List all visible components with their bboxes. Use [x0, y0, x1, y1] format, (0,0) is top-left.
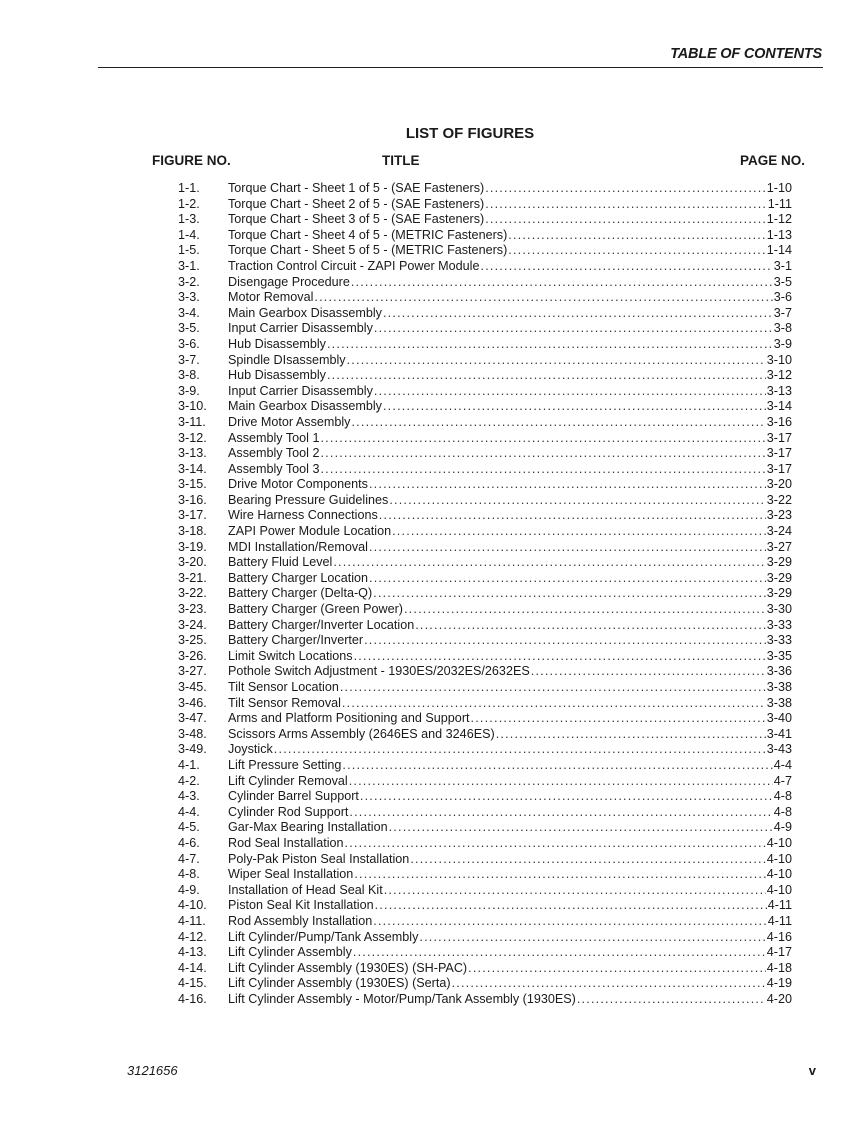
dot-leader	[347, 353, 766, 369]
figure-title: Lift Cylinder Assembly	[228, 945, 352, 960]
figure-number: 3-46.	[178, 695, 207, 710]
figure-entry[interactable]	[178, 462, 792, 478]
dot-leader	[384, 883, 766, 899]
figure-entry[interactable]	[178, 290, 792, 306]
figure-number: 3-27.	[178, 664, 207, 679]
figure-page: 3-29	[766, 555, 792, 570]
list-title: LIST OF FIGURES	[405, 125, 535, 142]
dot-leader	[351, 415, 765, 431]
figure-title: Pothole Switch Adjustment - 1930ES/2032ES/2632ES	[228, 664, 530, 679]
dot-leader	[383, 399, 766, 415]
figure-number: 3-13.	[178, 446, 207, 461]
figure-entry[interactable]	[178, 321, 792, 337]
dot-leader	[340, 680, 766, 696]
figure-entry[interactable]	[178, 805, 792, 821]
figure-entry[interactable]	[178, 540, 792, 556]
dot-leader	[415, 618, 766, 634]
figure-entry[interactable]	[178, 836, 792, 852]
figure-entry[interactable]	[178, 758, 792, 774]
figure-title: Assembly Tool 2	[228, 446, 320, 461]
figure-number: 4-8.	[178, 867, 200, 882]
figure-page: 3-36	[766, 664, 792, 679]
figure-number: 3-6.	[178, 336, 200, 351]
figure-number: 3-21.	[178, 570, 207, 585]
figure-page: 3-40	[766, 711, 792, 726]
dot-leader	[389, 493, 765, 509]
figure-entry[interactable]	[178, 618, 792, 634]
dot-leader	[481, 259, 773, 275]
figure-entry[interactable]	[178, 852, 792, 868]
figure-title: Disengage Procedure	[228, 274, 350, 289]
dot-leader	[345, 836, 766, 852]
figure-list	[178, 181, 792, 1007]
figure-entry[interactable]	[178, 680, 792, 696]
figure-number: 3-10.	[178, 399, 207, 414]
figure-page: 3-23	[766, 508, 792, 523]
figure-title: Torque Chart - Sheet 2 of 5 - (SAE Fasteners)	[228, 196, 485, 211]
figure-number: 3-14.	[178, 461, 207, 476]
figure-title: Lift Pressure Setting	[228, 757, 342, 772]
dot-leader	[373, 914, 767, 930]
figure-number: 4-6.	[178, 835, 200, 850]
figure-entry[interactable]	[178, 742, 792, 758]
figure-entry[interactable]	[178, 992, 792, 1008]
figure-entry[interactable]	[178, 477, 792, 493]
dot-leader	[485, 181, 766, 197]
dot-leader	[471, 711, 766, 727]
figure-page: 4-11	[767, 898, 792, 913]
dot-leader	[369, 571, 766, 587]
figure-entry[interactable]	[178, 976, 792, 992]
dot-leader	[404, 602, 766, 618]
dot-leader	[320, 446, 765, 462]
figure-page: 4-19	[766, 976, 792, 991]
dot-leader	[531, 664, 766, 680]
page-number: v	[808, 1063, 816, 1078]
figure-title: Rod Seal Installation	[228, 835, 344, 850]
figure-page: 3-22	[766, 492, 792, 507]
figure-page: 3-29	[766, 586, 792, 601]
figure-number: 4-5.	[178, 820, 200, 835]
dot-leader	[354, 867, 765, 883]
figure-page: 3-27	[766, 539, 792, 554]
figure-page: 3-8	[773, 321, 792, 336]
figure-title: Battery Charger (Delta-Q)	[228, 586, 373, 601]
figure-number: 4-15.	[178, 976, 207, 991]
figure-number: 4-14.	[178, 960, 207, 975]
figure-number: 1-1.	[178, 181, 200, 195]
dot-leader	[353, 945, 766, 961]
dot-leader	[419, 930, 765, 946]
figure-page: 3-29	[766, 570, 792, 585]
dot-leader	[468, 961, 766, 977]
figure-title: Battery Charger/Inverter	[228, 633, 364, 648]
figure-number: 3-24.	[178, 617, 207, 632]
figure-number: 3-7.	[178, 352, 200, 367]
figure-entry[interactable]	[178, 353, 792, 369]
figure-entry[interactable]	[178, 867, 792, 883]
figure-page: 4-10	[766, 882, 792, 897]
figure-page: 3-12	[766, 368, 792, 383]
figure-entry[interactable]	[178, 508, 792, 524]
document-number: 3121656	[127, 1063, 178, 1078]
figure-page: 3-20	[766, 477, 792, 492]
figure-entry[interactable]	[178, 602, 792, 618]
dot-leader	[320, 462, 765, 478]
figure-page: 3-17	[766, 446, 792, 461]
dot-leader	[379, 508, 766, 524]
figure-entry[interactable]	[178, 711, 792, 727]
figure-number: 4-4.	[178, 804, 200, 819]
dot-leader	[342, 758, 772, 774]
figure-number: 3-20.	[178, 555, 207, 570]
figure-entry[interactable]	[178, 431, 792, 447]
header-divider	[98, 67, 823, 68]
figure-entry[interactable]	[178, 883, 792, 899]
figure-number: 1-2.	[178, 196, 200, 211]
figure-number: 4-11.	[178, 913, 206, 928]
dot-leader	[369, 477, 766, 493]
figure-title: Traction Control Circuit - ZAPI Power Module	[228, 258, 480, 273]
figure-page: 1-11	[767, 196, 792, 211]
figure-title: Lift Cylinder Assembly (1930ES) (Serta)	[228, 976, 451, 991]
figure-title: Torque Chart - Sheet 3 of 5 - (SAE Fasteners)	[228, 212, 485, 227]
figure-number: 3-8.	[178, 368, 200, 383]
column-header-page-no: PAGE NO.	[739, 153, 805, 168]
figure-page: 3-38	[766, 695, 792, 710]
figure-entry[interactable]	[178, 399, 792, 415]
figure-page: 1-10	[766, 181, 792, 195]
figure-entry[interactable]	[178, 930, 792, 946]
figure-page: 1-12	[766, 212, 792, 227]
figure-title: Lift Cylinder Assembly (1930ES) (SH-PAC)	[228, 960, 468, 975]
figure-page: 3-35	[766, 648, 792, 663]
dot-leader	[327, 368, 766, 384]
dot-leader	[375, 898, 767, 914]
dot-leader	[496, 727, 766, 743]
figure-title: Tilt Sensor Location	[228, 680, 339, 694]
figure-page: 3-14	[766, 399, 792, 414]
figure-page: 3-16	[766, 414, 792, 429]
dot-leader	[392, 524, 766, 540]
figure-page: 1-14	[766, 243, 792, 258]
figure-title: Poly-Pak Piston Seal Installation	[228, 851, 410, 866]
figure-entry[interactable]	[178, 259, 792, 275]
figure-number: 3-48.	[178, 726, 207, 741]
figure-number: 3-2.	[178, 274, 200, 289]
figure-page: 3-5	[773, 274, 792, 289]
dot-leader	[410, 852, 765, 868]
figure-number: 3-17.	[178, 508, 207, 523]
figure-number: 3-26.	[178, 648, 207, 663]
figure-page: 3-10	[766, 352, 792, 367]
figure-entry[interactable]	[178, 696, 792, 712]
figure-entry[interactable]	[178, 384, 792, 400]
dot-leader	[364, 633, 766, 649]
figure-title: Bearing Pressure Guidelines	[228, 492, 389, 507]
figure-number: 4-9.	[178, 882, 200, 897]
figure-number: 3-22.	[178, 586, 207, 601]
figure-entry[interactable]	[178, 633, 792, 649]
figure-page: 3-38	[766, 680, 792, 694]
figure-title: Lift Cylinder Removal	[228, 773, 348, 788]
figure-number: 3-25.	[178, 633, 207, 648]
figure-page: 4-10	[766, 867, 792, 882]
figure-page: 3-33	[766, 633, 792, 648]
figure-number: 1-5.	[178, 243, 200, 258]
figure-title: Battery Charger Location	[228, 570, 369, 585]
figure-page: 4-4	[773, 757, 792, 772]
figure-page: 4-20	[766, 991, 792, 1006]
figure-entry[interactable]	[178, 649, 792, 665]
figure-number: 4-16.	[178, 991, 207, 1006]
figure-title: Scissors Arms Assembly (2646ES and 3246ES)	[228, 726, 495, 741]
figure-title: Input Carrier Disassembly	[228, 321, 373, 336]
figure-number: 3-23.	[178, 602, 207, 617]
figure-entry[interactable]	[178, 212, 792, 228]
figure-number: 4-13.	[178, 945, 207, 960]
figure-entry[interactable]	[178, 275, 792, 291]
figure-entry[interactable]	[178, 524, 792, 540]
dot-leader	[389, 820, 773, 836]
figure-title: Spindle DIsassembly	[228, 352, 346, 367]
figure-title: Wire Harness Connections	[228, 508, 378, 523]
figure-entry[interactable]	[178, 571, 792, 587]
figure-entry[interactable]	[178, 555, 792, 571]
figure-page: 3-17	[766, 461, 792, 476]
dot-leader	[327, 337, 773, 353]
figure-entry[interactable]	[178, 961, 792, 977]
figure-number: 3-1.	[178, 258, 200, 273]
figure-entry[interactable]	[178, 820, 792, 836]
figure-entry[interactable]	[178, 228, 792, 244]
figure-title: Hub Disassembly	[228, 368, 326, 383]
figure-page: 3-24	[766, 524, 792, 539]
dot-leader	[342, 696, 766, 712]
dot-leader	[374, 384, 766, 400]
figure-number: 3-47.	[178, 711, 207, 726]
figure-page: 3-41	[766, 726, 792, 741]
column-header-figure-no: FIGURE NO.	[152, 153, 231, 168]
figure-entry[interactable]	[178, 789, 792, 805]
dot-leader	[373, 586, 766, 602]
dot-leader	[360, 789, 773, 805]
figure-page: 4-16	[766, 929, 792, 944]
dot-leader	[349, 774, 773, 790]
figure-number: 3-15.	[178, 477, 207, 492]
dot-leader	[508, 228, 766, 244]
dot-leader	[369, 540, 766, 556]
figure-entry[interactable]	[178, 197, 792, 213]
figure-number: 3-18.	[178, 524, 207, 539]
figure-title: Joystick	[228, 742, 273, 757]
dot-leader	[354, 649, 766, 665]
figure-entry[interactable]	[178, 914, 792, 930]
figure-page: 4-17	[766, 945, 792, 960]
figure-number: 3-4.	[178, 305, 200, 320]
figure-number: 1-3.	[178, 212, 200, 227]
figure-number: 4-3.	[178, 789, 200, 804]
figure-number: 4-12.	[178, 929, 207, 944]
figure-entry[interactable]	[178, 415, 792, 431]
figure-number: 4-2.	[178, 773, 200, 788]
dot-leader	[508, 243, 766, 259]
dot-leader	[485, 212, 766, 228]
figure-entry[interactable]	[178, 368, 792, 384]
figure-page: 1-13	[766, 227, 792, 242]
figure-number: 3-9.	[178, 383, 200, 398]
figure-entry[interactable]	[178, 181, 792, 197]
figure-number: 3-5.	[178, 321, 200, 336]
dot-leader	[577, 992, 766, 1008]
figure-page: 4-18	[766, 960, 792, 975]
dot-leader	[383, 306, 773, 322]
figure-title: Battery Charger/Inverter Location	[228, 617, 415, 632]
figure-entry[interactable]	[178, 493, 792, 509]
figure-title: Assembly Tool 3	[228, 461, 320, 476]
figure-number: 3-19.	[178, 539, 207, 554]
figure-title: Battery Fluid Level	[228, 555, 333, 570]
dot-leader	[314, 290, 772, 306]
column-header-title: TITLE	[382, 153, 420, 168]
figure-number: 4-10.	[178, 898, 207, 913]
figure-title: ZAPI Power Module Location	[228, 524, 392, 539]
figure-entry[interactable]	[178, 774, 792, 790]
figure-page: 4-10	[766, 835, 792, 850]
figure-title: Limit Switch Locations	[228, 648, 353, 663]
figure-entry[interactable]	[178, 446, 792, 462]
figure-page: 3-1	[773, 258, 792, 273]
figure-number: 3-3.	[178, 290, 200, 305]
dot-leader	[274, 742, 766, 758]
figure-title: Input Carrier Disassembly	[228, 383, 373, 398]
dot-leader	[349, 805, 772, 821]
figure-page: 3-33	[766, 617, 792, 632]
figure-title: Torque Chart - Sheet 1 of 5 - (SAE Fasteners)	[228, 181, 485, 195]
figure-page: 4-7	[773, 773, 792, 788]
figure-title: Lift Cylinder Assembly - Motor/Pump/Tank Assembly (1930ES)	[228, 991, 576, 1006]
figure-number: 1-4.	[178, 227, 200, 242]
figure-page: 3-13	[766, 383, 792, 398]
figure-title: Tilt Sensor Removal	[228, 695, 341, 710]
figure-page: 3-43	[766, 742, 792, 757]
figure-title: Main Gearbox Disassembly	[228, 399, 382, 414]
figure-title: Torque Chart - Sheet 4 of 5 - (METRIC Fasteners)	[228, 227, 508, 242]
figure-page: 3-6	[773, 290, 792, 305]
figure-page: 4-11	[767, 913, 792, 928]
dot-leader	[351, 275, 773, 291]
figure-number: 4-7.	[178, 851, 200, 866]
dot-leader	[485, 197, 767, 213]
figure-title: Installation of Head Seal Kit	[228, 882, 383, 897]
figure-number: 3-45.	[178, 680, 207, 694]
figure-page: 3-9	[773, 336, 792, 351]
figure-number: 3-12.	[178, 430, 207, 445]
figure-title: Battery Charger (Green Power)	[228, 602, 403, 617]
figure-title: Assembly Tool 1	[228, 430, 320, 445]
figure-entry[interactable]	[178, 664, 792, 680]
figure-title: Drive Motor Components	[228, 477, 368, 492]
figure-title: Torque Chart - Sheet 5 of 5 - (METRIC Fasteners)	[228, 243, 508, 258]
figure-title: Piston Seal Kit Installation	[228, 898, 374, 913]
dot-leader	[374, 321, 773, 337]
figure-title: Gar-Max Bearing Installation	[228, 820, 388, 835]
figure-title: MDI Installation/Removal	[228, 539, 368, 554]
figure-entry[interactable]	[178, 945, 792, 961]
figure-number: 3-16.	[178, 492, 207, 507]
figure-page: 4-10	[766, 851, 792, 866]
figure-title: Motor Removal	[228, 290, 314, 305]
figure-entry[interactable]	[178, 337, 792, 353]
figure-page: 3-17	[766, 430, 792, 445]
figure-title: Rod Assembly Installation	[228, 913, 373, 928]
figure-title: Drive Motor Assembly	[228, 414, 351, 429]
figure-title: Wiper Seal Installation	[228, 867, 354, 882]
figure-entry[interactable]	[178, 243, 792, 259]
figure-number: 3-11.	[178, 414, 206, 429]
section-header-title: TABLE OF CONTENTS	[670, 46, 822, 62]
figure-title: Hub Disassembly	[228, 336, 326, 351]
dot-leader	[320, 431, 765, 447]
figure-entry[interactable]	[178, 898, 792, 914]
figure-title: Cylinder Rod Support	[228, 804, 349, 819]
figure-title: Arms and Platform Positioning and Support	[228, 711, 470, 726]
figure-title: Lift Cylinder/Pump/Tank Assembly	[228, 929, 419, 944]
figure-number: 4-1.	[178, 757, 200, 772]
figure-number: 3-49.	[178, 742, 207, 757]
figure-entry[interactable]	[178, 306, 792, 322]
dot-leader	[333, 555, 765, 571]
figure-page: 3-7	[773, 305, 792, 320]
dot-leader	[452, 976, 766, 992]
figure-page: 3-30	[766, 602, 792, 617]
figure-title: Main Gearbox Disassembly	[228, 305, 382, 320]
figure-title: Cylinder Barrel Support	[228, 789, 359, 804]
figure-entry[interactable]	[178, 727, 792, 743]
figure-page: 4-8	[773, 789, 792, 804]
figure-entry[interactable]	[178, 586, 792, 602]
figure-page: 4-9	[773, 820, 792, 835]
figure-page: 4-8	[773, 804, 792, 819]
